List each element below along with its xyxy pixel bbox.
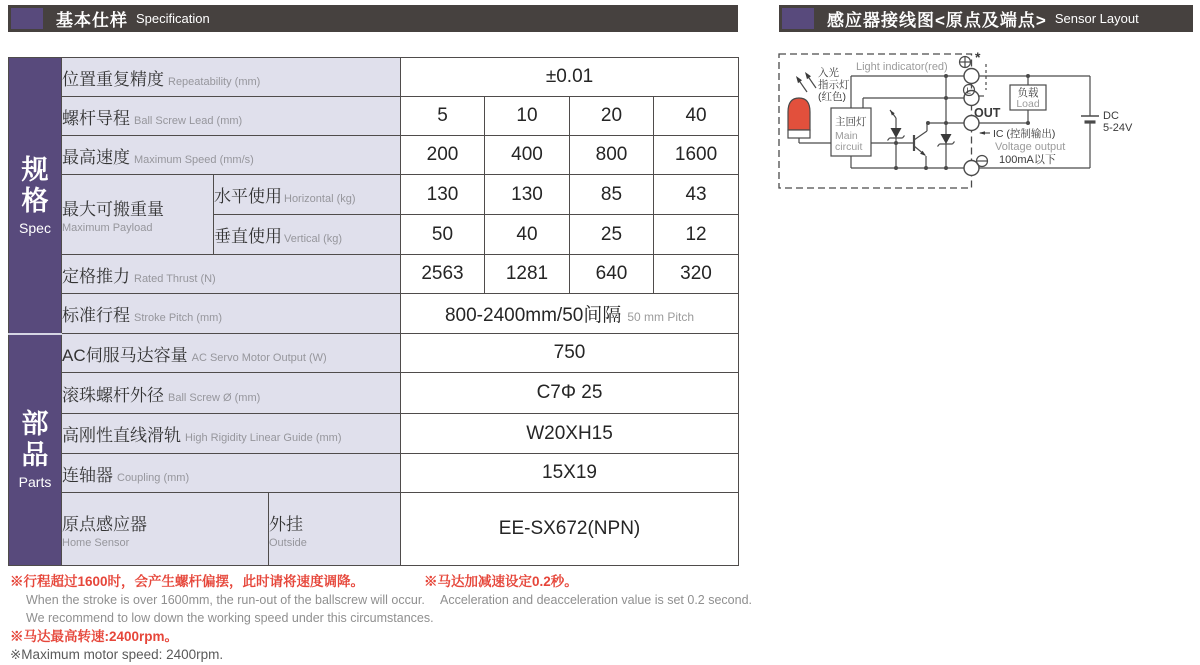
- row-label-linear-guide: 高刚性直线滑轨 High Rigidity Linear Guide (mm): [62, 414, 401, 454]
- table-row: [9, 454, 739, 493]
- table-row: [9, 255, 739, 294]
- value-vertical-2: 40: [485, 215, 570, 255]
- minus-terminal-symbol: [977, 156, 988, 167]
- value-vertical-1: 50: [401, 215, 485, 255]
- table-row: [9, 58, 739, 97]
- row-label-servo-output: AC伺服马达容量 AC Servo Motor Output (W): [62, 334, 401, 373]
- row-label-ball-screw-lead: 螺杆导程 Ball Screw Lead (mm): [62, 97, 401, 136]
- value-servo-output: 750: [401, 334, 739, 373]
- light-indicator-en: Light indicator(red): [856, 61, 948, 73]
- value-thrust-3: 640: [570, 255, 654, 294]
- table-row: [9, 97, 739, 136]
- row-label-stroke: 标准行程 Stroke Pitch (mm): [62, 294, 401, 334]
- footnote-en-stroke-2: We recommend to low down the working speed under this circumstances.: [26, 611, 434, 625]
- value-thrust-4: 320: [654, 255, 739, 294]
- main-circuit-zh: 主回灯: [835, 116, 867, 128]
- specification-header-zh: 基本仕样: [56, 11, 128, 30]
- ic-arrow-icon: [979, 131, 990, 135]
- footnotes-left: [10, 574, 434, 665]
- specification-header: [8, 5, 738, 32]
- light-indicator-zh-2: 指示灯: [818, 79, 850, 91]
- row-label-max-payload: 最大可搬重量 Maximum Payload: [62, 175, 214, 255]
- row-label-max-speed: 最高速度 Maximum Speed (mm/s): [62, 136, 401, 175]
- footnote-en-stroke-1: When the stroke is over 1600mm, the run-out of the ballscrew will occur.: [26, 593, 425, 607]
- footnote-en-motor-speed: ※Maximum motor speed: 2400rpm.: [10, 647, 224, 662]
- value-vertical-4: 12: [654, 215, 739, 255]
- zener-diode-icon: [888, 110, 905, 168]
- section-spec-en: Spec: [19, 219, 51, 236]
- specification-header-en: Specification: [136, 11, 210, 26]
- value-lead-3: 20: [570, 97, 654, 136]
- terminal-plus: [964, 69, 979, 84]
- table-row: [9, 294, 739, 334]
- value-lead-1: 5: [401, 97, 485, 136]
- value-speed-2: 400: [485, 136, 570, 175]
- value-coupling: 15X19: [401, 454, 739, 493]
- load-zh: 负载: [1017, 87, 1039, 99]
- row-label-ball-screw-diameter: 滚珠螺杆外径 Ball Screw Ø (mm): [62, 373, 401, 414]
- led-indicator-icon: [788, 98, 831, 143]
- footnotes-right: [424, 574, 752, 610]
- main-circuit-en-1: Main: [835, 130, 858, 142]
- footnote-red-acceleration: ※马达加减速设定0.2秒。: [424, 574, 578, 589]
- section-parts: [9, 334, 62, 566]
- ic-label: IC (控制输出): [993, 128, 1056, 140]
- value-speed-3: 800: [570, 136, 654, 175]
- light-indicator-zh-1: 入光: [818, 67, 839, 79]
- footnote-red-motor-speed: ※马达最高转速:2400rpm。: [10, 629, 179, 644]
- value-horizontal-1: 130: [401, 175, 485, 215]
- value-thrust-1: 2563: [401, 255, 485, 294]
- table-row: [9, 414, 739, 454]
- current-limit-label: 100mA以下: [999, 154, 1056, 166]
- table-row: [9, 373, 739, 414]
- sensor-wiring-diagram: [776, 46, 1196, 200]
- value-horizontal-3: 85: [570, 175, 654, 215]
- dc-label-2: 5-24V: [1103, 122, 1133, 134]
- main-circuit-en-2: circuit: [835, 141, 863, 153]
- load-en: Load: [1016, 98, 1040, 110]
- section-parts-zh: 部品: [21, 409, 49, 471]
- value-ball-screw-diameter: C7Φ 25: [401, 373, 739, 414]
- svg-text:L: L: [966, 86, 971, 96]
- out-label: OUT: [974, 106, 1001, 120]
- value-home-sensor: EE-SX672(NPN): [401, 493, 739, 566]
- row-label-vertical: 垂直使用 Vertical (kg): [214, 215, 401, 255]
- table-row: [9, 334, 739, 373]
- value-horizontal-2: 130: [485, 175, 570, 215]
- battery-icon: [1081, 116, 1099, 122]
- row-label-repeatability: 位置重复精度 Repeatability (mm): [62, 58, 401, 97]
- specification-table: [8, 57, 739, 566]
- section-spec: [9, 58, 62, 334]
- row-label-rated-thrust: 定格推力 Rated Thrust (N): [62, 255, 401, 294]
- light-indicator-zh-3: (红色): [818, 91, 846, 103]
- value-lead-4: 40: [654, 97, 739, 136]
- table-row: [9, 175, 739, 215]
- asterisk-mark: *: [975, 49, 981, 65]
- value-horizontal-4: 43: [654, 175, 739, 215]
- value-linear-guide: W20XH15: [401, 414, 739, 454]
- table-row: [9, 136, 739, 175]
- purple-accent-square: [11, 8, 43, 29]
- purple-accent-square: [782, 8, 814, 29]
- value-stroke: 800-2400mm/50间隔 50 mm Pitch: [401, 294, 739, 334]
- row-label-coupling: 连轴器 Coupling (mm): [62, 454, 401, 493]
- row-label-outside: 外挂 Outside: [269, 493, 401, 566]
- value-speed-1: 200: [401, 136, 485, 175]
- sensor-layout-header-en: Sensor Layout: [1054, 11, 1139, 26]
- sensor-layout-header-zh: 感应器接线图<原点及端点>: [827, 11, 1047, 30]
- section-spec-zh: 规格: [21, 154, 49, 216]
- row-label-home-sensor: 原点感应器 Home Sensor: [62, 493, 269, 566]
- value-lead-2: 10: [485, 97, 570, 136]
- light-arrows-icon: [796, 72, 816, 92]
- table-row: [9, 493, 739, 566]
- row-label-horizontal: 水平使用 Horizontal (kg): [214, 175, 401, 215]
- transistor-icon: [914, 123, 927, 168]
- footnote-en-acceleration: Acceleration and deacceleration value is set 0.2 second.: [440, 593, 752, 607]
- value-speed-4: 1600: [654, 136, 739, 175]
- footnote-red-stroke: ※行程超过1600时，会产生螺杆偏摆，此时请将速度调降。: [10, 574, 365, 589]
- section-parts-en: Parts: [18, 474, 52, 491]
- value-vertical-3: 25: [570, 215, 654, 255]
- sensor-layout-header: [779, 5, 1193, 32]
- voltage-output-label: Voltage output: [995, 141, 1066, 153]
- value-thrust-2: 1281: [485, 255, 570, 294]
- value-repeatability: ±0.01: [401, 58, 739, 97]
- dc-label-1: DC: [1103, 110, 1119, 122]
- plus-terminal-symbol: [960, 57, 971, 68]
